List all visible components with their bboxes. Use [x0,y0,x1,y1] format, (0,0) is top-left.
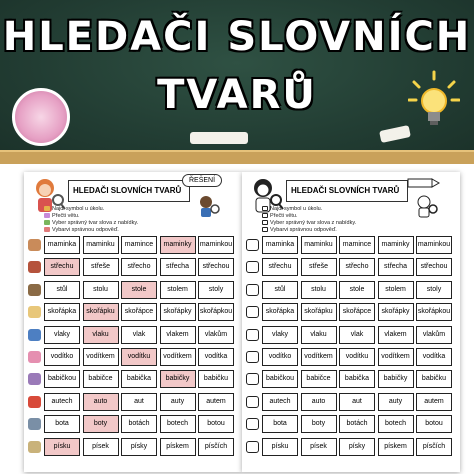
word-row [28,346,240,368]
word-option-cell[interactable]: skořápce [339,303,375,321]
word-option-cell[interactable]: písku [44,438,80,456]
word-option-cell[interactable]: auto [83,393,119,411]
word-row [246,368,458,390]
word-option-cell[interactable]: maminky [160,236,196,254]
word-option-cell[interactable]: vodítka [198,348,234,366]
word-option-cell[interactable]: vlaky [262,326,298,344]
word-option-cell[interactable]: písky [339,438,375,456]
word-grid [28,234,240,458]
word-option-cell[interactable]: autech [262,393,298,411]
word-option-cell[interactable]: písku [262,438,298,456]
word-option-cell[interactable]: vlaku [301,326,337,344]
choose-icon [262,220,268,225]
word-option-cell[interactable]: vodítko [44,348,80,366]
instruction-item: Najdi symbol u úkolu. [270,206,323,212]
word-option-cell[interactable]: vodítkem [301,348,337,366]
word-row [28,234,240,256]
word-option-cell[interactable]: botou [416,415,452,433]
pencil-icon [406,174,440,192]
word-option-cell[interactable]: skořápka [44,303,80,321]
word-option-cell[interactable]: stolu [301,281,337,299]
word-option-cell[interactable]: autech [44,393,80,411]
word-option-cell[interactable]: mamince [339,236,375,254]
instruction-item: Vybarvi správnou odpověď. [52,227,119,233]
word-option-cell[interactable]: bota [44,415,80,433]
word-option-cell[interactable]: auto [301,393,337,411]
choose-icon [44,220,50,225]
word-option-cell[interactable]: písčích [416,438,452,456]
word-option-cell[interactable]: stůl [262,281,298,299]
word-option-cell[interactable]: babičky [160,370,196,388]
page-title-line-1: HLEDAČI SLOVNÍCH [2,14,472,60]
board-ledge [0,150,474,164]
word-option-cell[interactable]: pískem [160,438,196,456]
word-option-cell[interactable]: skořápkou [198,303,234,321]
word-row [28,368,240,390]
word-option-cell[interactable]: aut [121,393,157,411]
word-option-cell[interactable]: auty [378,393,414,411]
word-option-cell[interactable]: maminky [378,236,414,254]
word-option-cell[interactable]: botách [339,415,375,433]
word-option-cell[interactable]: střechu [262,258,298,276]
boot-icon [28,418,41,430]
word-option-cell[interactable]: písek [301,438,337,456]
worksheet-title: HLEDAČI SLOVNÍCH TVARŮ [68,180,190,202]
word-row [246,413,458,435]
word-option-cell[interactable]: botech [160,415,196,433]
word-option-cell[interactable]: skořápky [378,303,414,321]
word-option-cell[interactable]: střecha [160,258,196,276]
grandma-icon [28,373,41,385]
word-option-cell[interactable]: vlakům [416,326,452,344]
word-option-cell[interactable]: botách [121,415,157,433]
word-option-cell[interactable]: maminkou [416,236,452,254]
read-icon [262,213,268,218]
boot-icon [246,418,259,430]
word-option-cell[interactable]: botech [378,415,414,433]
instruction-item: Vybarvi správnou odpověď. [270,227,337,233]
word-option-cell[interactable]: bota [262,415,298,433]
word-option-cell[interactable]: skořápky [160,303,196,321]
shell-icon [28,306,41,318]
word-grid [246,234,458,458]
word-option-cell[interactable]: písek [83,438,119,456]
train-icon [28,329,41,341]
word-option-cell[interactable]: vlak [121,326,157,344]
word-option-cell[interactable]: maminkou [198,236,234,254]
word-row [28,391,240,413]
sand-icon [246,441,259,453]
word-row [246,301,458,323]
instruction-item: Vyber správný tvar slova z nabídky. [52,220,139,226]
word-option-cell[interactable]: vlak [339,326,375,344]
word-option-cell[interactable]: vodítkem [160,348,196,366]
word-option-cell[interactable]: písky [121,438,157,456]
word-option-cell[interactable]: stůl [44,281,80,299]
word-option-cell[interactable]: skořápku [83,303,119,321]
word-row [246,324,458,346]
word-option-cell[interactable]: vodítka [416,348,452,366]
word-option-cell[interactable]: babička [339,370,375,388]
word-option-cell[interactable]: babičku [198,370,234,388]
shell-icon [246,306,259,318]
symbol-icon [262,206,268,211]
word-option-cell[interactable]: aut [339,393,375,411]
table-icon [246,284,259,296]
word-option-cell[interactable]: střecho [121,258,157,276]
word-option-cell[interactable]: střechu [44,258,80,276]
symbol-icon [44,206,50,211]
word-option-cell[interactable]: vodítkem [83,348,119,366]
word-row [246,391,458,413]
mermaid-icon [246,351,259,363]
read-icon [44,213,50,218]
word-row [28,324,240,346]
color-icon [44,227,50,232]
word-option-cell[interactable]: boty [83,415,119,433]
mermaid-icon [28,351,41,363]
page-title-line-2: TVARŮ [157,72,317,118]
car-icon [246,396,259,408]
word-option-cell[interactable]: střeše [301,258,337,276]
word-option-cell[interactable]: babičkou [262,370,298,388]
word-option-cell[interactable]: skořápce [121,303,157,321]
worksheet-title: HLEDAČI SLOVNÍCH TVARŮ [286,180,408,202]
instruction-item: Přečti větu. [270,213,298,219]
word-option-cell[interactable]: vodítku [339,348,375,366]
word-row [28,279,240,301]
car-icon [28,396,41,408]
word-row [246,346,458,368]
word-option-cell[interactable]: maminku [83,236,119,254]
worksheet-blank [242,172,460,472]
word-row [246,256,458,278]
word-option-cell[interactable]: vodítkem [378,348,414,366]
dog-icon [246,239,259,251]
word-option-cell[interactable]: autem [416,393,452,411]
word-option-cell[interactable]: babička [121,370,157,388]
word-row [246,436,458,458]
train-icon [246,329,259,341]
instruction-item: Vyber správný tvar slova z nabídky. [270,220,357,226]
roof-icon [246,261,259,273]
word-option-cell[interactable]: střechou [198,258,234,276]
word-option-cell[interactable]: mamince [121,236,157,254]
word-option-cell[interactable]: vodítku [121,348,157,366]
lightbulb-icon [408,70,460,132]
word-option-cell[interactable]: stolem [160,281,196,299]
word-option-cell[interactable]: stole [339,281,375,299]
word-option-cell[interactable]: boty [301,415,337,433]
instructions [44,206,204,234]
word-option-cell[interactable]: střecha [378,258,414,276]
word-option-cell[interactable]: stole [121,281,157,299]
grandma-icon [246,373,259,385]
word-option-cell[interactable]: skořápka [262,303,298,321]
word-option-cell[interactable]: vlakem [160,326,196,344]
word-row [28,256,240,278]
word-option-cell[interactable]: maminka [262,236,298,254]
word-row [246,234,458,256]
word-option-cell[interactable]: skořápkou [416,303,452,321]
word-option-cell[interactable]: skořápku [301,303,337,321]
word-option-cell[interactable]: auty [160,393,196,411]
word-option-cell[interactable]: písčích [198,438,234,456]
word-option-cell[interactable]: maminku [301,236,337,254]
word-option-cell[interactable]: střechou [416,258,452,276]
word-option-cell[interactable]: vlakem [378,326,414,344]
word-option-cell[interactable]: střecho [339,258,375,276]
instruction-item: Přečti větu. [52,213,80,219]
color-icon [262,227,268,232]
word-option-cell[interactable]: pískem [378,438,414,456]
word-option-cell[interactable]: babičce [301,370,337,388]
word-option-cell[interactable]: babičku [416,370,452,388]
instruction-item: Najdi symbol u úkolu. [52,206,105,212]
word-option-cell[interactable]: stolem [378,281,414,299]
word-option-cell[interactable]: stoly [198,281,234,299]
word-row [28,301,240,323]
word-option-cell[interactable]: autem [198,393,234,411]
word-option-cell[interactable]: stoly [416,281,452,299]
word-option-cell[interactable]: maminka [44,236,80,254]
word-option-cell[interactable]: vlaky [44,326,80,344]
chalk-stick [190,132,248,144]
roof-icon [28,261,41,273]
word-option-cell[interactable]: babičce [83,370,119,388]
word-option-cell[interactable]: vodítko [262,348,298,366]
dog-icon [28,239,41,251]
word-option-cell[interactable]: babičky [378,370,414,388]
word-row [246,279,458,301]
word-option-cell[interactable]: vlakům [198,326,234,344]
word-row [28,436,240,458]
table-icon [28,284,41,296]
word-option-cell[interactable]: botou [198,415,234,433]
word-row [28,413,240,435]
word-option-cell[interactable]: babičkou [44,370,80,388]
sand-icon [28,441,41,453]
word-option-cell[interactable]: střeše [83,258,119,276]
worksheet-solution [24,172,242,472]
word-option-cell[interactable]: vlaku [83,326,119,344]
word-option-cell[interactable]: stolu [83,281,119,299]
answer-key-badge: ŘEŠENÍ [182,174,222,187]
instructions [262,206,422,234]
